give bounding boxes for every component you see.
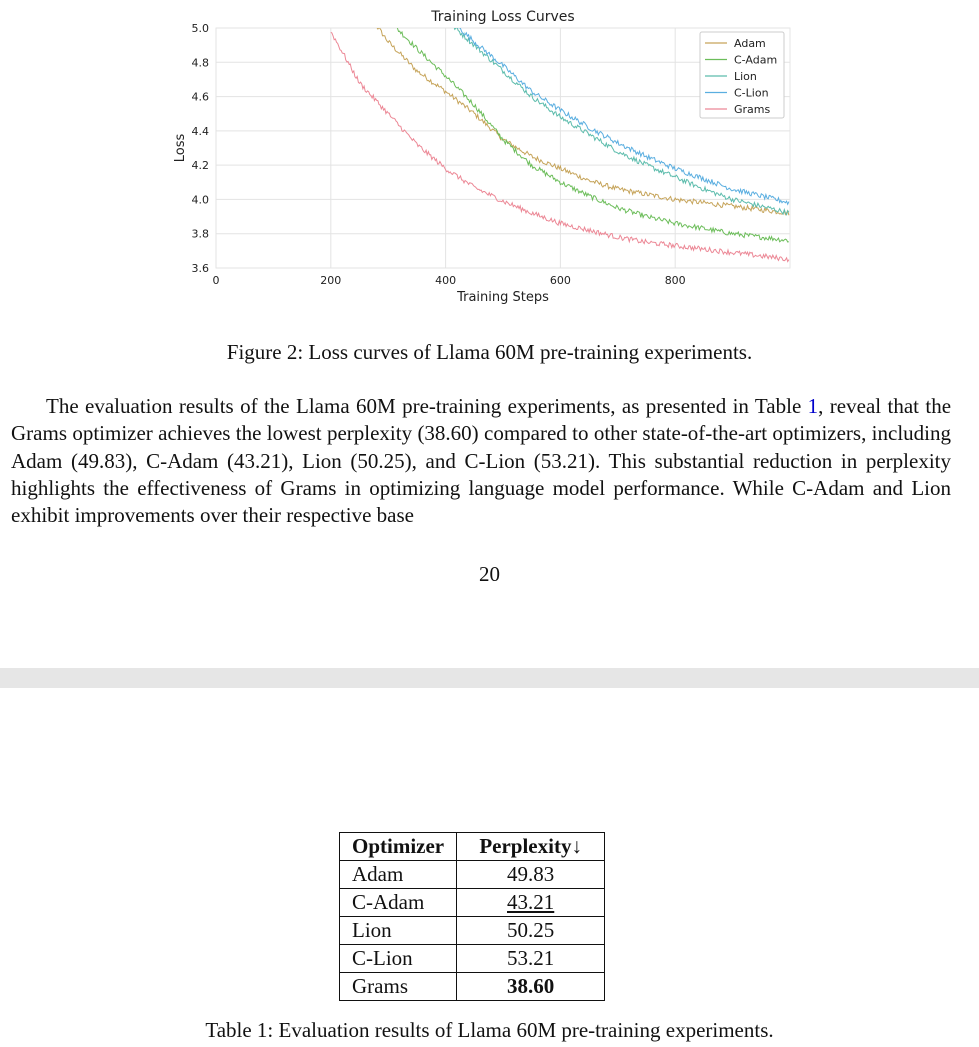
perplexity-cell: [457, 889, 605, 917]
body-paragraph: [11, 393, 951, 529]
page-number: 20: [479, 562, 500, 586]
results-table: [339, 832, 605, 1001]
y-tick-label: 4.6: [191, 90, 209, 104]
table-row: [340, 861, 605, 889]
table-header-row: [340, 833, 605, 861]
table-row: [340, 973, 605, 1001]
chart-legend: [700, 32, 784, 118]
perplexity-value: 49.83: [507, 862, 555, 886]
perplexity-cell: [457, 917, 605, 945]
optimizer-cell: C-Lion: [340, 945, 457, 973]
legend-label: C-Adam: [734, 53, 778, 67]
table-row: [340, 917, 605, 945]
x-tick-label: 0: [212, 274, 220, 287]
y-tick-label: 4.0: [191, 193, 209, 207]
perplexity-value: 50.25: [507, 918, 555, 942]
body-text-start: The evaluation results of the Llama 60M pre-training experiments, as presented in Table: [46, 394, 808, 418]
header-perplexity: Perplexity↓: [457, 833, 605, 861]
page-21: [0, 688, 979, 1047]
perplexity-cell: [457, 861, 605, 889]
y-tick-label: 3.8: [191, 227, 209, 241]
optimizer-cell: Adam: [340, 861, 457, 889]
table-body: [340, 861, 605, 1001]
legend-label: Adam: [734, 37, 766, 50]
y-tick-label: 4.2: [191, 159, 209, 173]
figure-caption: Figure 2: Loss curves of Llama 60M pre-training experiments.: [226, 340, 753, 364]
y-axis-label: Loss: [173, 133, 188, 163]
x-tick-label: 400: [435, 274, 457, 287]
perplexity-value: 53.21: [507, 946, 555, 970]
body-text-rest: , reveal that the Grams optimizer achieves the lowest perplexity (38.60) compared to other state-of-the-art optimizers, including Adam (49.83), C-Adam (43.21), Lion (50.25), and C-Lion (53.21). This substantial reduction in perplexity highlights the effectiveness of Grams in optimizing language model performance. While C-Adam and Lion exhibit improvements over their respective base: [11, 394, 952, 528]
header-optimizer: Optimizer: [340, 833, 457, 861]
x-tick-label: 600: [549, 274, 571, 287]
legend-label: Lion: [734, 70, 757, 83]
perplexity-cell: [457, 945, 605, 973]
page-separator: [0, 668, 979, 688]
legend-label: Grams: [734, 103, 771, 116]
x-tick-label: 200: [320, 274, 342, 287]
y-tick-label: 4.8: [191, 56, 209, 70]
optimizer-cell: Lion: [340, 917, 457, 945]
optimizer-cell: C-Adam: [340, 889, 457, 917]
chart-title: Training Loss Curves: [431, 9, 575, 25]
loss-curves-chart: [0, 0, 979, 320]
y-tick-label: 5.0: [191, 22, 209, 35]
y-axis-ticks: [192, 22, 210, 275]
perplexity-value: 38.60: [507, 974, 555, 998]
perplexity-cell: [457, 973, 605, 1001]
table-ref-link[interactable]: 1: [807, 394, 819, 418]
table-caption: Table 1: Evaluation results of Llama 60M pre-training experiments.: [205, 1018, 774, 1042]
x-tick-label: 800: [664, 274, 686, 287]
x-axis-label: Training Steps: [457, 290, 549, 305]
table-row: [340, 889, 605, 917]
optimizer-cell: Grams: [340, 973, 457, 1001]
y-tick-label: 3.6: [191, 262, 209, 275]
table-row: [340, 945, 605, 973]
y-tick-label: 4.4: [191, 124, 209, 138]
perplexity-value: 43.21: [507, 890, 555, 914]
legend-label: C-Lion: [734, 86, 769, 100]
x-axis-ticks: [213, 274, 686, 287]
